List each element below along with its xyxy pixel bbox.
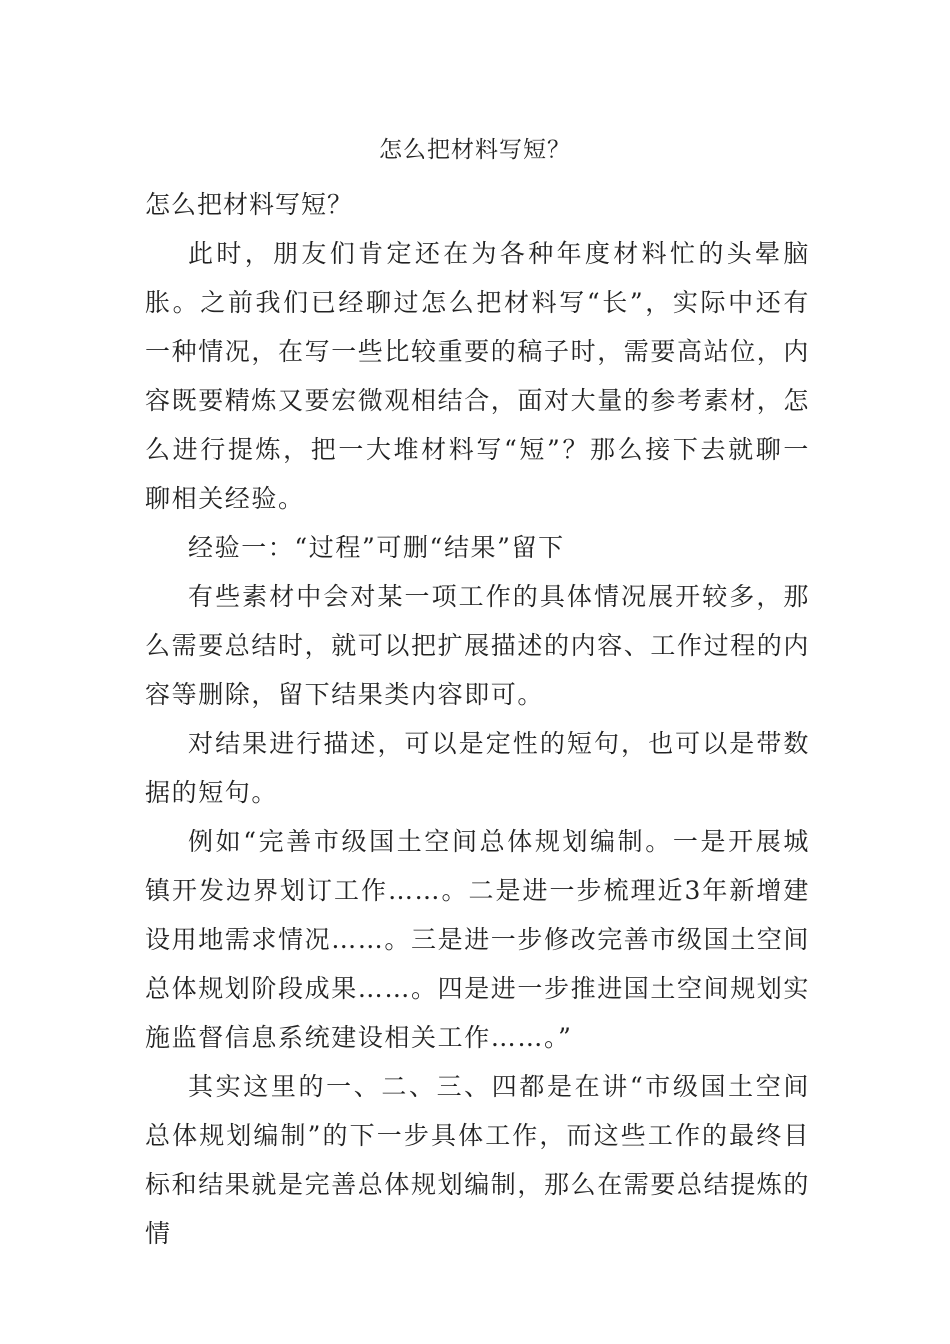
document-body: [145, 180, 810, 1258]
paragraph-explanation: 其实这里的一、二、三、四都是在讲“市级国土空间总体规划编制”的下一步具体工作，而这些工作的最终目标和结果就是完善总体规划编制，那么在需要总结提炼的情: [145, 1072, 811, 1248]
paragraph-example: 例如“完善市级国土空间总体规划编制。一是开展城镇开发边界划订工作……。二是进一步梳理近3年新增建设用地需求情况……。三是进一步修改完善市级国土空间总体规划阶段成果……。四是进一步推进国土空间规划实施监督信息系统建设相关工作……。”: [145, 827, 811, 1052]
section-heading-experience-one: 经验一：“过程”可删“结果”留下: [188, 533, 565, 562]
document-title: 怎么把材料写短？: [379, 137, 571, 163]
paragraph-intro: 此时，朋友们肯定还在为各种年度材料忙的头晕脑胀。之前我们已经聊过怎么把材料写“长”，实际中还有一种情况，在写一些比较重要的稿子时，需要高站位，内容既要精炼又要宏微观相结合，面对大量的参考素材，怎么进行提炼，把一大堆材料写“短”？那么接下去就聊一聊相关经验。: [145, 239, 811, 513]
paragraph-delete-process: 有些素材中会对某一项工作的具体情况展开较多，那么需要总结时，就可以把扩展描述的内容、工作过程的内容等删除，留下结果类内容即可。: [145, 582, 811, 709]
paragraph-describe-results: 对结果进行描述，可以是定性的短句，也可以是带数据的短句。: [145, 729, 810, 807]
document-subtitle: 怎么把材料写短？: [145, 190, 354, 219]
